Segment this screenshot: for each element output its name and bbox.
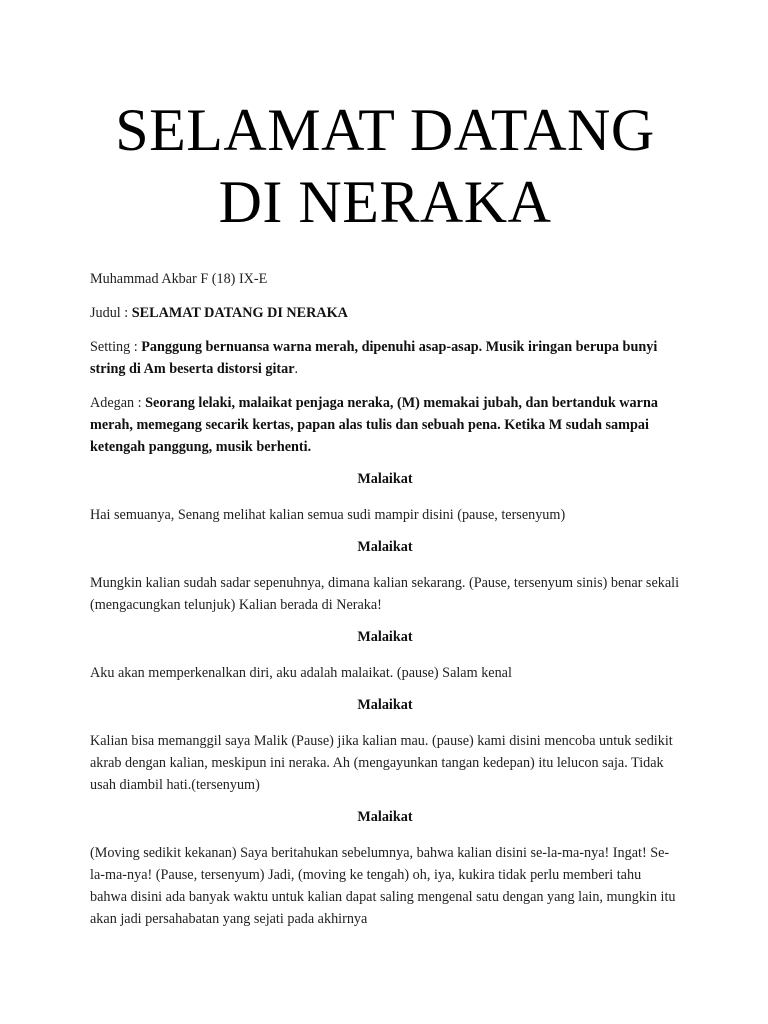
dialogue-text: Hai semuanya, Senang melihat kalian semua sudi mampir disini (pause, tersenyum)	[90, 507, 566, 523]
setting-tail: .	[294, 361, 299, 377]
setting-value: Panggung bernuansa warna merah, dipenuhi asap-asap. Musik iringan berupa bunyi string di Am beserta distorsi gitar	[90, 339, 658, 377]
title-line-1: SELAMAT DATANG	[115, 97, 655, 163]
setting-label: Setting :	[90, 339, 138, 355]
adegan-value: Seorang lelaki, malaikat penjaga neraka, (M) memakai jubah, dan bertanduk warna merah, memegang secarik kertas, papan alas tulis dan sebuah pena. Ketika M sudah sampai ketengah panggung, musik berhenti.	[90, 395, 658, 455]
dialogue-speaker: Malaikat	[357, 809, 413, 825]
dialogue-text: Aku akan memperkenalkan diri, aku adalah malaikat. (pause) Salam kenal	[90, 665, 512, 681]
dialogue-text: (Moving sedikit kekanan) Saya beritahukan sebelumnya, bahwa kalian disini se-la-ma-nya! Ingat! Se-la-ma-nya! (Pause, tersenyum) Jadi, (moving ke tengah) oh, iya, kukira tidak perlu memberi tahu bahwa disini ada banyak waktu untuk kalian dapat saling mengenal satu dengan yang lain, mungkin itu akan jadi persahabatan yang sejati pada akhirnya	[90, 845, 676, 927]
dialogue-speaker: Malaikat	[357, 539, 413, 555]
dialogue-speaker: Malaikat	[357, 471, 413, 487]
judul-line	[90, 302, 680, 324]
setting-paragraph	[90, 336, 680, 380]
judul-label: Judul :	[90, 305, 129, 321]
dialogue-speaker: Malaikat	[357, 629, 413, 645]
dialogue-speaker: Malaikat	[357, 697, 413, 713]
title-line-2: DI NERAKA	[218, 169, 552, 235]
adegan-label: Adegan :	[90, 395, 142, 411]
adegan-paragraph	[90, 392, 680, 458]
document-page	[90, 94, 680, 930]
dialogue-text: Mungkin kalian sudah sadar sepenuhnya, dimana kalian sekarang. (Pause, tersenyum sinis) benar sekali (mengacungkan telunjuk) Kalian berada di Neraka!	[90, 575, 680, 613]
dialogue-text: Kalian bisa memanggil saya Malik (Pause) jika kalian mau. (pause) kami disini mencoba untuk sedikit akrab dengan kalian, meskipun ini neraka. Ah (mengayunkan tangan kedepan) itu lelucon saja. Tidak usah diambil hati.(tersenyum)	[90, 733, 673, 793]
document-title	[90, 94, 680, 238]
judul-value: SELAMAT DATANG DI NERAKA	[131, 305, 348, 321]
author-line: Muhammad Akbar F (18) IX-E	[90, 271, 268, 287]
